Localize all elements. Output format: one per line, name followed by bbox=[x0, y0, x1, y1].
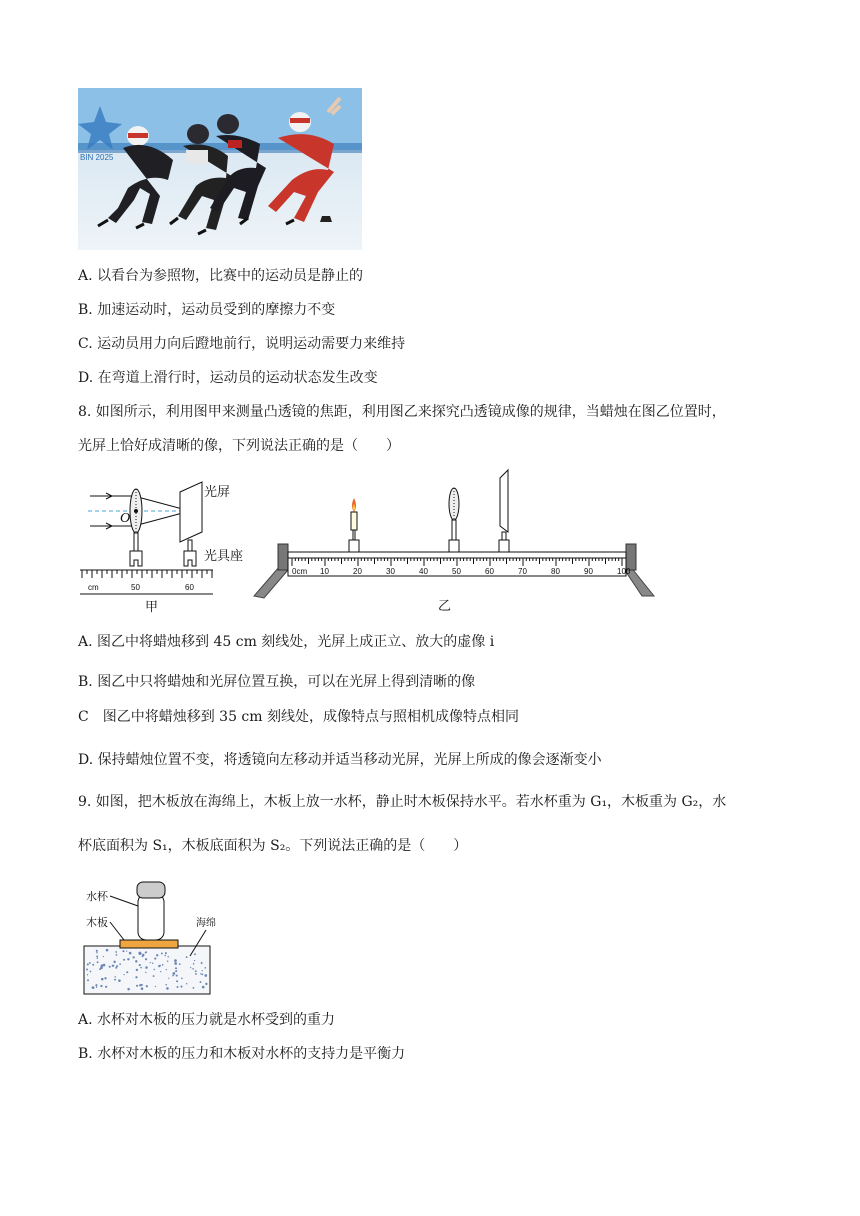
sponge-speckle bbox=[166, 969, 167, 970]
sponge-speckle bbox=[118, 979, 121, 982]
sponge-speckle bbox=[193, 987, 195, 989]
yi-tick-label: 0cm bbox=[292, 567, 308, 576]
yi-tick-label: 10 bbox=[320, 567, 329, 576]
lens-yi bbox=[449, 488, 459, 552]
sponge-speckle bbox=[167, 960, 168, 961]
sponge-speckle bbox=[175, 967, 177, 969]
yi-tick-label: 100 bbox=[617, 567, 631, 576]
sponge-speckle bbox=[195, 970, 197, 972]
jia-tick-50: 50 bbox=[131, 583, 140, 592]
sponge-speckle bbox=[154, 969, 155, 970]
sponge-speckle bbox=[99, 968, 101, 970]
sponge-speckle bbox=[124, 974, 125, 975]
q9-option-b: B. 水杯对木板的压力和木板对水杯的支持力是平衡力 bbox=[78, 1046, 406, 1062]
sponge-speckle bbox=[162, 964, 164, 966]
sponge-speckle bbox=[174, 959, 177, 962]
sponge-speckle bbox=[113, 961, 115, 963]
sponge-speckle bbox=[116, 965, 118, 967]
sponge-speckle bbox=[205, 983, 207, 985]
q7-option-a: A. 以看台为参照物，比赛中的运动员是静止的 bbox=[78, 268, 364, 284]
sponge-speckle bbox=[165, 984, 167, 986]
sponge-speckle bbox=[145, 966, 148, 969]
sponge-speckle bbox=[190, 967, 191, 968]
q8-stem-line2: 光屏上恰好成清晰的像，下列说法正确的是（ ） bbox=[78, 438, 400, 454]
sponge-speckle bbox=[139, 984, 141, 986]
sponge-speckle bbox=[138, 952, 141, 955]
sponge-speckle bbox=[96, 950, 98, 952]
sponge-speckle bbox=[119, 963, 121, 965]
sponge-speckle bbox=[174, 962, 177, 965]
q8-option-d: D. 保持蜡烛位置不变，将透镜向左移动并适当移动光屏，光屏上所成的像会逐渐变小 bbox=[78, 752, 602, 768]
sponge-speckle bbox=[166, 987, 169, 990]
sponge-speckle bbox=[202, 970, 203, 971]
yi-tick-label: 90 bbox=[584, 567, 593, 576]
sponge-speckle bbox=[195, 973, 197, 975]
candle bbox=[349, 498, 359, 552]
q7-option-c: C. 运动员用力向后蹬地前行，说明运动需要力来维持 bbox=[78, 336, 406, 352]
photo-banner-text: BIN 2025 bbox=[80, 153, 114, 162]
sponge-speckle bbox=[179, 963, 181, 965]
sponge-speckle bbox=[145, 952, 147, 954]
sponge-speckle bbox=[175, 970, 177, 972]
sponge-speckle bbox=[155, 986, 156, 987]
sponge-speckle bbox=[202, 974, 204, 976]
yi-tick-label: 40 bbox=[419, 567, 428, 576]
sponge-speckle bbox=[201, 962, 203, 964]
skating-photo bbox=[78, 88, 362, 250]
sponge-speckle bbox=[92, 964, 94, 966]
sponge-speckle bbox=[101, 978, 104, 981]
sponge-speckle bbox=[96, 986, 98, 988]
sponge-speckle bbox=[180, 986, 182, 988]
sponge-speckle bbox=[200, 981, 202, 983]
lens-center-label: O bbox=[120, 511, 131, 526]
cup-label: 水杯 bbox=[86, 890, 108, 903]
sponge-speckle bbox=[103, 956, 104, 957]
sponge-speckle bbox=[135, 960, 137, 962]
sponge-speckle bbox=[145, 958, 147, 960]
sponge-speckle bbox=[100, 985, 102, 987]
figure-jia bbox=[78, 470, 268, 620]
sponge-speckle bbox=[87, 963, 89, 965]
yi-tick-label: 80 bbox=[551, 567, 560, 576]
sponge-speckle bbox=[142, 955, 144, 957]
board-label: 木板 bbox=[86, 916, 108, 929]
sponge-speckle bbox=[97, 961, 99, 963]
sponge-speckle bbox=[92, 986, 95, 989]
sponge-speckle bbox=[89, 962, 91, 964]
sponge-speckle bbox=[139, 964, 141, 966]
sponge-speckle bbox=[109, 966, 111, 968]
sponge-speckle bbox=[87, 979, 89, 981]
sponge-speckle bbox=[127, 958, 129, 960]
sponge-speckle bbox=[87, 974, 88, 975]
sponge-speckle bbox=[204, 967, 206, 969]
sponge-speckle bbox=[86, 969, 88, 971]
sponge-speckle bbox=[146, 985, 148, 987]
figure-sponge bbox=[78, 876, 238, 998]
sponge-speckle bbox=[200, 973, 201, 974]
sponge-speckle bbox=[145, 972, 146, 973]
figure-yi bbox=[250, 466, 660, 616]
sponge-speckle bbox=[156, 954, 158, 956]
q8-option-a: A. 图乙中将蜡烛移到 45 cm 刻线处，光屏上成正立、放大的虚像 i bbox=[78, 634, 495, 650]
bench-label: 光具座 bbox=[204, 549, 244, 564]
sponge-speckle bbox=[176, 975, 178, 977]
yi-tick-label: 30 bbox=[386, 567, 395, 576]
optical-bench bbox=[288, 552, 626, 558]
sponge-speckle bbox=[129, 952, 132, 955]
yi-caption: 乙 bbox=[438, 599, 452, 614]
jia-caption: 甲 bbox=[145, 600, 159, 615]
yi-tick-label: 50 bbox=[452, 567, 461, 576]
sponge-speckle bbox=[161, 953, 163, 955]
cup bbox=[138, 894, 164, 940]
sponge-speckle bbox=[95, 984, 97, 986]
sponge-speckle bbox=[127, 988, 130, 991]
sponge-speckle bbox=[202, 986, 205, 989]
sponge-speckle bbox=[103, 964, 106, 967]
sponge-speckle bbox=[153, 975, 155, 977]
sponge-speckle bbox=[140, 967, 142, 969]
jia-tick-60: 60 bbox=[185, 583, 194, 592]
light-screen bbox=[180, 482, 202, 542]
sponge-speckle bbox=[136, 969, 138, 971]
sponge-speckle bbox=[135, 976, 137, 978]
sponge-speckle bbox=[194, 960, 195, 961]
board bbox=[120, 940, 178, 948]
yi-tick-label: 20 bbox=[353, 567, 362, 576]
sponge-speckle bbox=[114, 979, 116, 981]
sponge-speckle bbox=[96, 952, 97, 953]
sponge-speckle bbox=[90, 971, 92, 973]
sponge-speckle bbox=[126, 950, 127, 951]
sponge-speckle bbox=[205, 976, 206, 977]
sponge-speckle bbox=[172, 975, 174, 977]
q8-option-c: C 图乙中将蜡烛移到 35 cm 刻线处，成像特点与照相机成像特点相同 bbox=[78, 709, 519, 725]
sponge-speckle bbox=[165, 955, 167, 957]
sponge-speckle bbox=[136, 985, 138, 987]
sponge-speckle bbox=[192, 968, 194, 970]
sponge-speckle bbox=[104, 977, 106, 979]
q8-stem-line1: 8. 如图所示，利用图甲来测量凸透镜的焦距，利用图乙来探究凸透镜成像的规律，当蜡烛在图乙位置时， bbox=[78, 404, 726, 420]
sponge-speckle bbox=[186, 983, 187, 984]
q9-option-a: A. 水杯对木板的压力就是水杯受到的重力 bbox=[78, 1012, 336, 1028]
sponge-speckle bbox=[114, 976, 115, 977]
q9-stem-line2: 杯底面积为 S₁，木板底面积为 S₂。下列说法正确的是（ ） bbox=[78, 838, 468, 854]
sponge-speckle bbox=[122, 950, 124, 952]
sponge-speckle bbox=[160, 965, 161, 966]
sponge-speckle bbox=[176, 980, 178, 982]
yi-tick-label: 60 bbox=[485, 567, 494, 576]
jia-tick-cm: cm bbox=[88, 583, 99, 592]
sponge-speckle bbox=[181, 977, 183, 979]
sponge-speckle bbox=[160, 971, 161, 972]
sponge-speckle bbox=[113, 965, 114, 966]
q8-option-b: B. 图乙中只将蜡烛和光屏位置互换，可以在光屏上得到清晰的像 bbox=[78, 674, 476, 690]
sponge-speckle bbox=[193, 963, 195, 965]
sponge-speckle bbox=[133, 956, 135, 958]
sponge-speckle bbox=[165, 952, 167, 954]
sponge-speckle bbox=[186, 956, 188, 958]
q9-stem-line1: 9. 如图，把木板放在海绵上，木板上放一水杯，静止时木板保持水平。若水杯重为 G₁，木板重为 G₂，水 bbox=[78, 794, 727, 810]
sponge-speckle bbox=[141, 987, 144, 990]
q7-option-d: D. 在弯道上滑行时，运动员的运动状态发生改变 bbox=[78, 370, 378, 386]
sponge-speckle bbox=[123, 959, 125, 961]
sponge-speckle bbox=[168, 978, 169, 979]
sponge-speckle bbox=[152, 962, 153, 963]
screen-label: 光屏 bbox=[204, 485, 231, 500]
sponge-speckle bbox=[115, 951, 117, 953]
sponge-speckle bbox=[96, 956, 98, 958]
q7-option-b: B. 加速运动时，运动员受到的摩擦力不变 bbox=[78, 302, 336, 318]
sponge-speckle bbox=[177, 986, 179, 988]
sponge-speckle bbox=[194, 953, 196, 955]
sponge-label: 海绵 bbox=[196, 918, 216, 929]
sponge-speckle bbox=[105, 986, 107, 988]
sponge-speckle bbox=[97, 958, 98, 959]
yi-tick-label: 70 bbox=[518, 567, 527, 576]
sponge-speckle bbox=[106, 949, 109, 952]
sponge-speckle bbox=[150, 962, 151, 963]
sponge-speckle bbox=[173, 972, 176, 975]
sponge-speckle bbox=[126, 971, 128, 973]
sponge-speckle bbox=[154, 958, 156, 960]
sponge-speckle bbox=[167, 956, 169, 958]
screen-yi bbox=[499, 470, 509, 552]
sponge-speckle bbox=[116, 954, 118, 956]
